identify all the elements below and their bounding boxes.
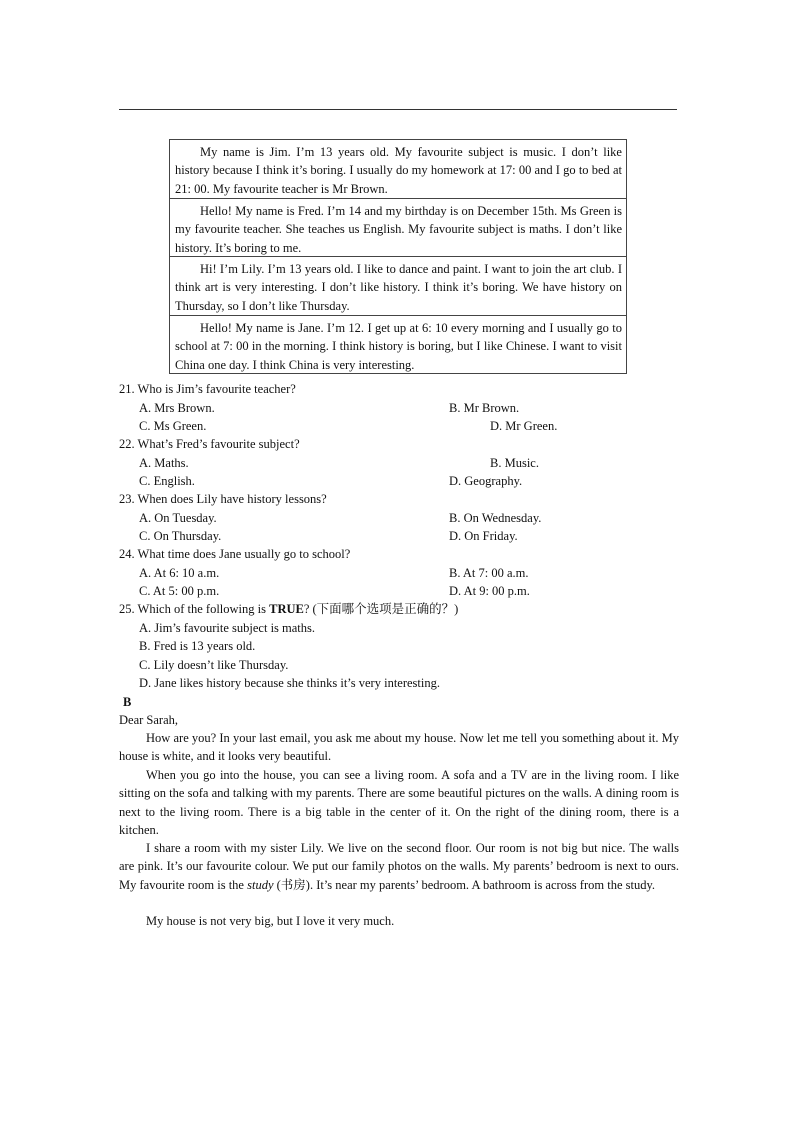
passage-table <box>169 139 627 374</box>
option-21-b: B. Mr Brown. <box>449 401 520 415</box>
question-25-pre: 25. Which of the following is <box>119 602 270 616</box>
header-rule <box>119 109 677 110</box>
option-23-a: A. On Tuesday. <box>139 511 217 525</box>
letter-paragraph-3 <box>119 839 679 894</box>
question-22: 22. What’s Fred’s favourite subject? <box>119 437 300 451</box>
option-25-d: D. Jane likes history because she thinks it’s very interesting. <box>139 676 440 690</box>
section-b-heading: B <box>123 695 132 709</box>
option-25-b: B. Fred is 13 years old. <box>139 639 256 653</box>
option-24-d: D. At 9: 00 p.m. <box>449 584 530 598</box>
option-25-a: A. Jim’s favourite subject is maths. <box>139 621 316 635</box>
option-23-b: B. On Wednesday. <box>449 511 542 525</box>
question-25-emphasis: TRUE <box>269 602 304 616</box>
passage-lily: Hi! I’m Lily. I’m 13 years old. I like to dance and paint. I want to join the art club. I think art is very interesting. I don’t like history. I think it’s boring. We have history on Thursday, so I don’t like Thursday. <box>170 256 626 315</box>
question-25-post: ? (下面哪个选项是正确的？) <box>303 602 459 616</box>
question-23: 23. When does Lily have history lessons? <box>119 492 327 506</box>
letter-paragraph-1: How are you? In your last email, you ask me about my house. Now let me tell you something about it. My house is white, and it looks very beautiful. <box>119 731 679 764</box>
option-24-b: B. At 7: 00 a.m. <box>449 566 529 580</box>
letter-paragraph-2: When you go into the house, you can see a living room. A sofa and a TV are in the living room. I like sitting on the sofa and talking with my parents. There are some beautiful pictures on the walls. A dining room is next to the living room. There is a big table in the center of it. On the right of the dining room, there is a kitchen. <box>119 768 679 837</box>
passage-jim: My name is Jim. I’m 13 years old. My favourite subject is music. I don’t like history because I think it’s boring. I usually do my homework at 17: 00 and I go to bed at 21: 00. My favourite teacher is Mr Brown. <box>175 145 622 196</box>
question-21: 21. Who is Jim’s favourite teacher? <box>119 382 296 396</box>
option-22-a: A. Maths. <box>139 456 189 470</box>
passage-fred: Hello! My name is Fred. I’m 14 and my birthday is on December 15th. Ms Green is my favourite teacher. She teaches us English. My favourite subject is maths. I don’t like history. It’s boring to me. <box>170 198 626 256</box>
option-24-c: C. At 5: 00 p.m. <box>139 584 220 598</box>
option-23-d: D. On Friday. <box>449 529 518 543</box>
paragraph-3-italic: study <box>247 877 274 892</box>
paragraph-3-post: (书房). It’s near my parents’ bedroom. A bathroom is across from the study. <box>273 877 656 892</box>
option-22-b: B. Music. <box>490 456 539 470</box>
option-24-a: A. At 6: 10 a.m. <box>139 566 220 580</box>
paragraph-3-pre: I share a room with my sister Lily. We live on the second floor. Our room is not big but nice. The walls are pink. It’s our favourite colour. We put our family photos on the walls. My parents’ bedroom is next to ours. My favourite room is the <box>119 841 679 892</box>
option-21-c: C. Ms Green. <box>139 419 207 433</box>
passage-jane: Hello! My name is Jane. I’m 12. I get up at 6: 10 every morning and I usually go to school at 7: 00 in the morning. I think history is boring, but I like Chinese. I want to visit China one day. I think China is very interesting. <box>170 315 626 373</box>
letter-paragraph-4: My house is not very big, but I love it very much. <box>146 914 395 928</box>
option-23-c: C. On Thursday. <box>139 529 222 543</box>
option-22-c: C. English. <box>139 474 195 488</box>
letter-greeting: Dear Sarah, <box>119 713 178 727</box>
option-22-d: D. Geography. <box>449 474 523 488</box>
option-21-a: A. Mrs Brown. <box>139 401 215 415</box>
option-21-d: D. Mr Green. <box>490 419 558 433</box>
option-25-c: C. Lily doesn’t like Thursday. <box>139 658 289 672</box>
question-24: 24. What time does Jane usually go to school? <box>119 547 351 561</box>
question-25 <box>119 600 458 618</box>
